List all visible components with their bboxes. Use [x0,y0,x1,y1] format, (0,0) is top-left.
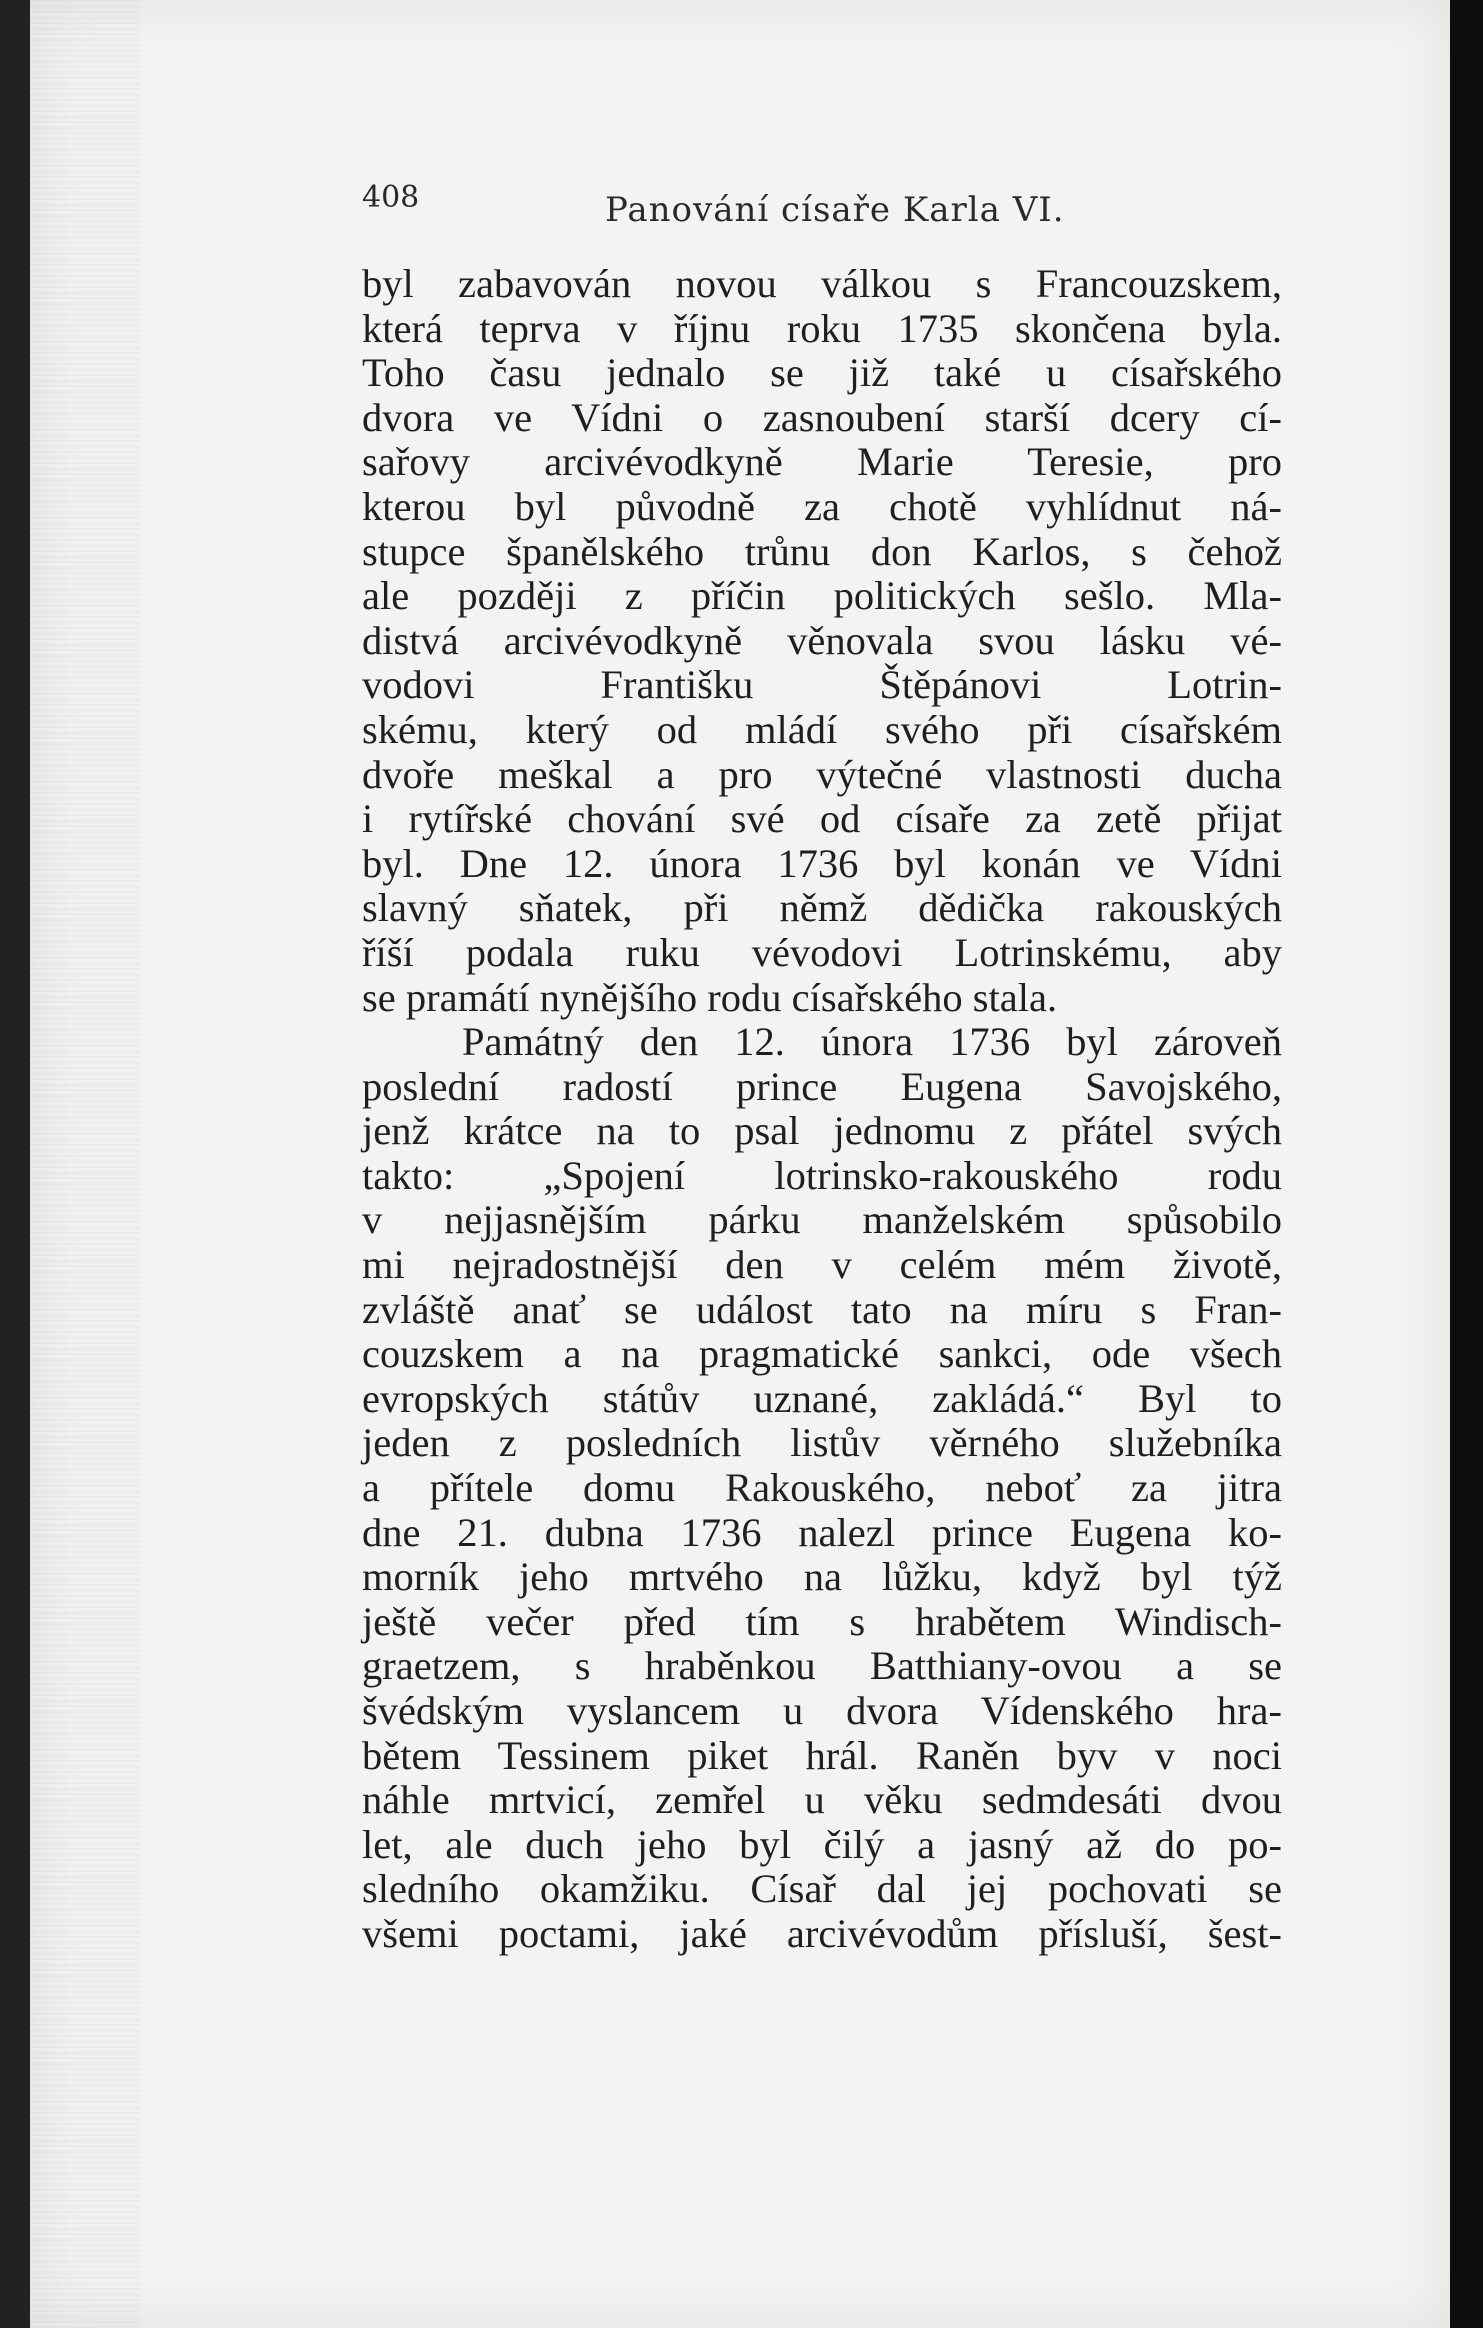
text-line: v nejjasnějším párku manželském spůsobilo [362,1197,1282,1243]
scan-left-edge [0,0,30,2328]
text-line: švédským vyslancem u dvora Vídenského hra- [362,1688,1282,1733]
text-line: slavný sňatek, při němž dědička rakouských [362,885,1282,931]
text-line: graetzem, s hraběnkou Batthiany-ovou a se [362,1643,1282,1689]
text-line: stupce španělského trůnu don Karlos, s čehož [362,528,1282,574]
text-line: bětem Tessinem piket hrál. Raněn byv v noci [362,1732,1282,1778]
text-line: sledního okamžiku. Císař dal jej pochovati se [362,1866,1282,1912]
running-title: Panování císaře Karla VI. [605,190,1065,230]
text-line: distvá arcivévodkyně věnovala svou lásku vé- [362,617,1282,663]
text-line: Toho času jednalo se již také u císařského [362,350,1282,396]
text-line: jeden z posledních listův věrného služebníka [362,1420,1282,1466]
text-line: všemi poctami, jaké arcivévodům přísluší, šest- [362,1910,1282,1956]
text-line: couzskem a na pragmatické sankci, ode všech [362,1331,1282,1377]
text-line: dvoře meškal a pro výtečné vlastnosti ducha [362,751,1282,797]
text-line: která teprva v říjnu roku 1735 skončena byla. [362,305,1282,351]
text-line: ale později z příčin politických sešlo. Mla- [362,573,1282,619]
text-line: mi nejradostnější den v celém mém životě, [362,1242,1282,1288]
text-line: říší podala ruku vévodovi Lotrinskému, aby [362,929,1282,975]
text-line: i rytířské chování své od císaře za zetě přijat [362,796,1282,842]
text-line: sařovy arcivévodkyně Marie Teresie, pro [362,439,1282,485]
text-line: zvláště anať se událost tato na míru s Fran- [362,1286,1282,1332]
text-line: vodovi Františku Štěpánovi Lotrin- [362,662,1282,708]
scan-speckle [30,0,140,2328]
text-line: dvora ve Vídni o zasnoubení starší dcery cí- [362,394,1282,440]
body-text [362,262,1282,1957]
text-line: náhle mrtvicí, zemřel u věku sedmdesáti dvou [362,1777,1282,1823]
text-line: takto: „Spojení lotrinsko-rakouského rodu [362,1152,1282,1198]
text-line: skému, který od mládí svého při císařském [362,706,1282,752]
text-line: let, ale duch jeho byl čilý a jasný až do po- [362,1821,1282,1867]
text-line: ještě večer před tím s hrabětem Windisch- [362,1598,1282,1644]
text-line: dne 21. dubna 1736 nalezl prince Eugena ko- [362,1509,1282,1555]
scan-right-edge [1450,0,1483,2328]
text-line: jenž krátce na to psal jednomu z přátel svých [362,1108,1282,1154]
text-line: se pramátí nynějšího rodu císařského stala. [362,974,1058,1020]
text-line: a přítele domu Rakouského, neboť za jitra [362,1465,1282,1511]
text-line: morník jeho mrtvého na lůžku, když byl týž [362,1554,1282,1600]
text-line: evropských státův uznané, zakládá.“ Byl to [362,1375,1282,1421]
text-line: byl zabavován novou válkou s Francouzskem, [362,261,1282,306]
text-line: kterou byl původně za chotě vyhlídnut ná- [362,483,1282,529]
text-line: Památný den 12. února 1736 byl zároveň [462,1019,1282,1065]
page-number: 408 [362,180,420,215]
text-line: poslední radostí prince Eugena Savojského, [362,1063,1282,1109]
text-line: byl. Dne 12. února 1736 byl konán ve Vídni [362,840,1282,886]
